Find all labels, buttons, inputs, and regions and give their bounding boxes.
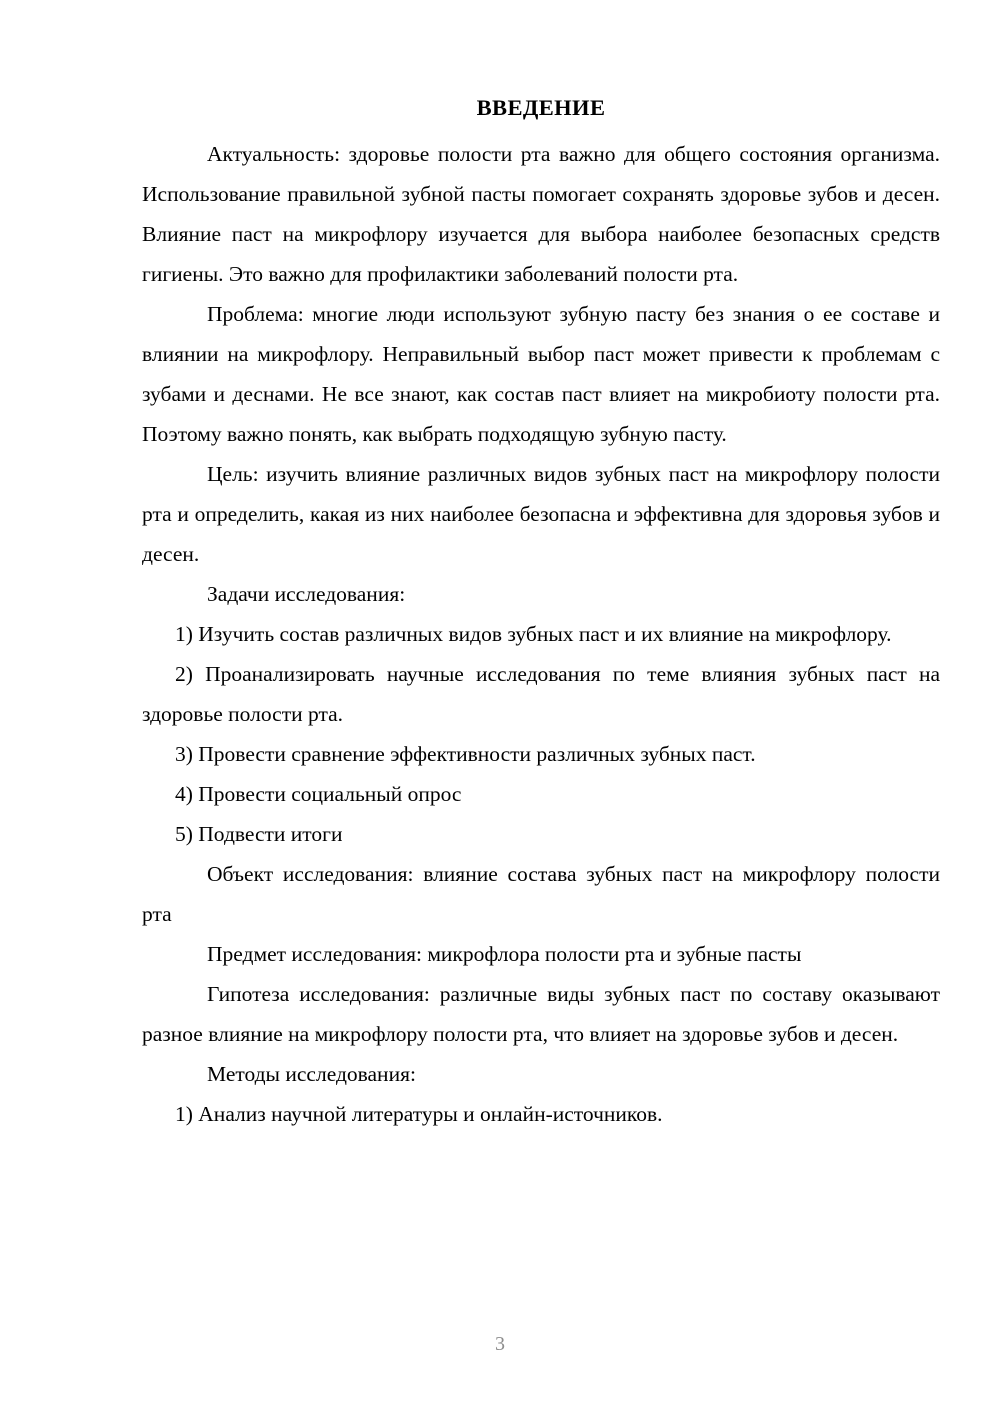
list-item: 2) Проанализировать научные исследования по теме влияния зубных паст на здоровье полости рта. [142,662,940,726]
list-item: 1) Изучить состав различных видов зубных паст и их влияние на микрофлору. [175,622,892,646]
paragraph-goal: Цель: изучить влияние различных видов зубных паст на микрофлору полости рта и определить, какая из них наиболее безопасна и эффективна для здоровья зубов и десен. [142,462,940,566]
page-title: ВВЕДЕНИЕ [476,95,606,120]
list-item: 1) Анализ научной литературы и онлайн-источников. [175,1102,663,1126]
paragraph-relevance: Актуальность: здоровье полости рта важно для общего состояния организма. Использование правильной зубной пасты помогает сохранять здоровье зубов и десен. Влияние паст на микрофлору изучается для выбора наиболее безопасных средств гигиены. Это важно для профилактики заболеваний полости рта. [142,142,940,286]
page-number: 3 [495,1333,505,1355]
paragraph-hypothesis: Гипотеза исследования: различные виды зубных паст по составу оказывают разное влияние на микрофлору полости рта, что влияет на здоровье зубов и десен. [142,982,940,1046]
paragraph-subject: Предмет исследования: микрофлора полости рта и зубные пасты [207,942,802,966]
paragraph-problem: Проблема: многие люди используют зубную пасту без знания о ее составе и влиянии на микрофлору. Неправильный выбор паст может привести к проблемам с зубами и деснами. Не все знают, как состав паст влияет на микробиоту полости рта. Поэтому важно понять, как выбрать подходящую зубную пасту. [142,302,940,446]
document-body [142,88,940,1134]
list-item: 5) Подвести итоги [175,822,343,846]
heading-methods: Методы исследования: [207,1062,416,1086]
heading-tasks: Задачи исследования: [207,582,406,606]
paragraph-object: Объект исследования: влияние состава зубных паст на микрофлору полости рта [142,862,940,926]
list-item: 3) Провести сравнение эффективности различных зубных паст. [175,742,756,766]
list-item: 4) Провести социальный опрос [175,782,462,806]
